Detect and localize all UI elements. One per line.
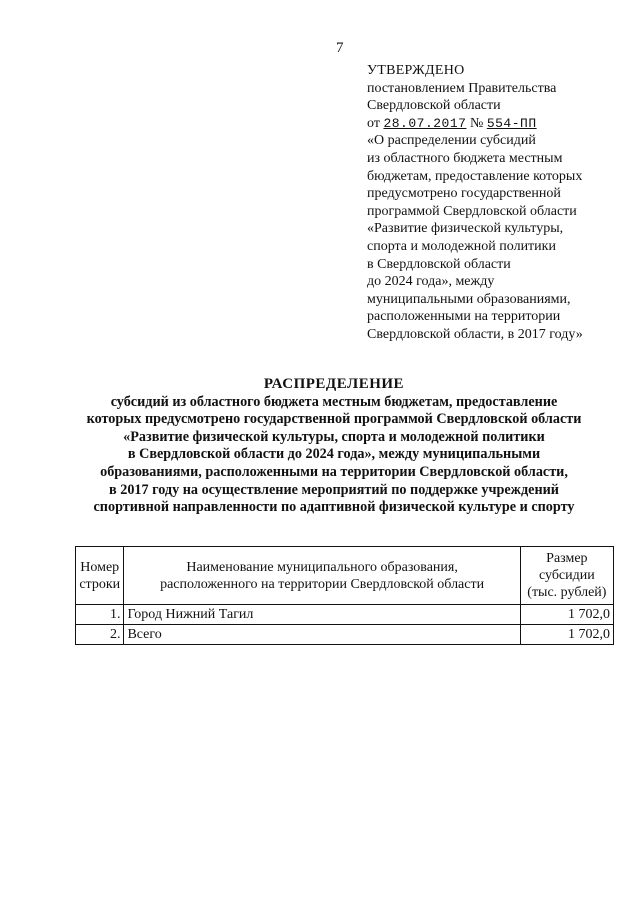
header-text: субсидии <box>538 568 595 583</box>
row-number-cell: 2. <box>76 625 124 645</box>
resolution-title-line: расположенными на территории <box>367 309 561 325</box>
header-municipality-name <box>124 547 520 605</box>
resolution-title-line: муниципальными образованиями, <box>367 291 571 307</box>
approval-block <box>367 62 617 344</box>
heading-line: образованиями, расположенными на территории Свердловской области, <box>100 463 568 480</box>
heading-line: спортивной направленности по адаптивной физической культуре и спорту <box>93 499 575 516</box>
approval-heading: УТВЕРЖДЕНО <box>367 63 465 78</box>
approval-resolution-line: постановлением Правительства <box>367 80 557 96</box>
approval-date-number-line <box>367 115 617 133</box>
resolution-date: 28.07.2017 <box>383 115 467 131</box>
table-row <box>76 625 614 645</box>
resolution-number: 554-ПП <box>486 115 537 131</box>
heading-line: в 2017 году на осуществление мероприятий по поддержке учреждений <box>109 481 559 498</box>
resolution-title-line: Свердловской области, в 2017 году» <box>367 326 583 342</box>
heading-line: которых предусмотрено государственной программой Свердловской области <box>86 411 582 428</box>
date-prefix: от <box>367 115 380 131</box>
approval-region-line: Свердловской области <box>367 98 501 114</box>
header-text: Наименование муниципального образования, <box>186 559 458 575</box>
subsidy-amount-cell: 1 702,0 <box>520 625 613 645</box>
resolution-title-line: до 2024 года», между <box>367 274 495 290</box>
header-text: Размер <box>546 551 588 566</box>
header-row-number <box>76 547 124 605</box>
page-number: 7 <box>336 40 344 56</box>
number-prefix: № <box>469 115 484 131</box>
subsidy-amount-cell: 1 702,0 <box>520 605 613 625</box>
municipality-name-cell: Всего <box>124 625 520 645</box>
resolution-title-line: «О распределении субсидий <box>367 133 536 149</box>
header-text: расположенного на территории Свердловской области <box>160 576 485 592</box>
row-number-cell: 1. <box>76 605 124 625</box>
heading-line: в Свердловской области до 2024 года», между муниципальными <box>127 446 541 463</box>
heading-line: субсидий из областного бюджета местным бюджетам, предоставление <box>110 393 558 410</box>
header-text: Номер <box>80 559 120 575</box>
resolution-title-line: из областного бюджета местным <box>367 150 563 166</box>
resolution-title-line: предусмотрено государственной <box>367 186 561 202</box>
header-text: (тыс. рублей) <box>527 585 607 600</box>
subsidy-table <box>75 546 614 645</box>
resolution-title-line: «Развитие физической культуры, <box>367 221 564 237</box>
resolution-title-line: в Свердловской области <box>367 256 511 272</box>
table-header-row <box>76 547 614 605</box>
table-row <box>76 605 614 625</box>
header-text: строки <box>79 576 121 592</box>
document-title: РАСПРЕДЕЛЕНИЕ <box>263 376 405 392</box>
heading-line: «Развитие физической культуры, спорта и молодежной политики <box>123 428 545 445</box>
resolution-title-line: спорта и молодежной политики <box>367 238 556 254</box>
resolution-title-line: программой Свердловской области <box>367 203 577 219</box>
document-heading <box>60 376 608 517</box>
header-subsidy-amount <box>520 547 613 605</box>
resolution-title-line: бюджетам, предоставление которых <box>367 168 583 184</box>
municipality-name-cell: Город Нижний Тагил <box>124 605 520 625</box>
